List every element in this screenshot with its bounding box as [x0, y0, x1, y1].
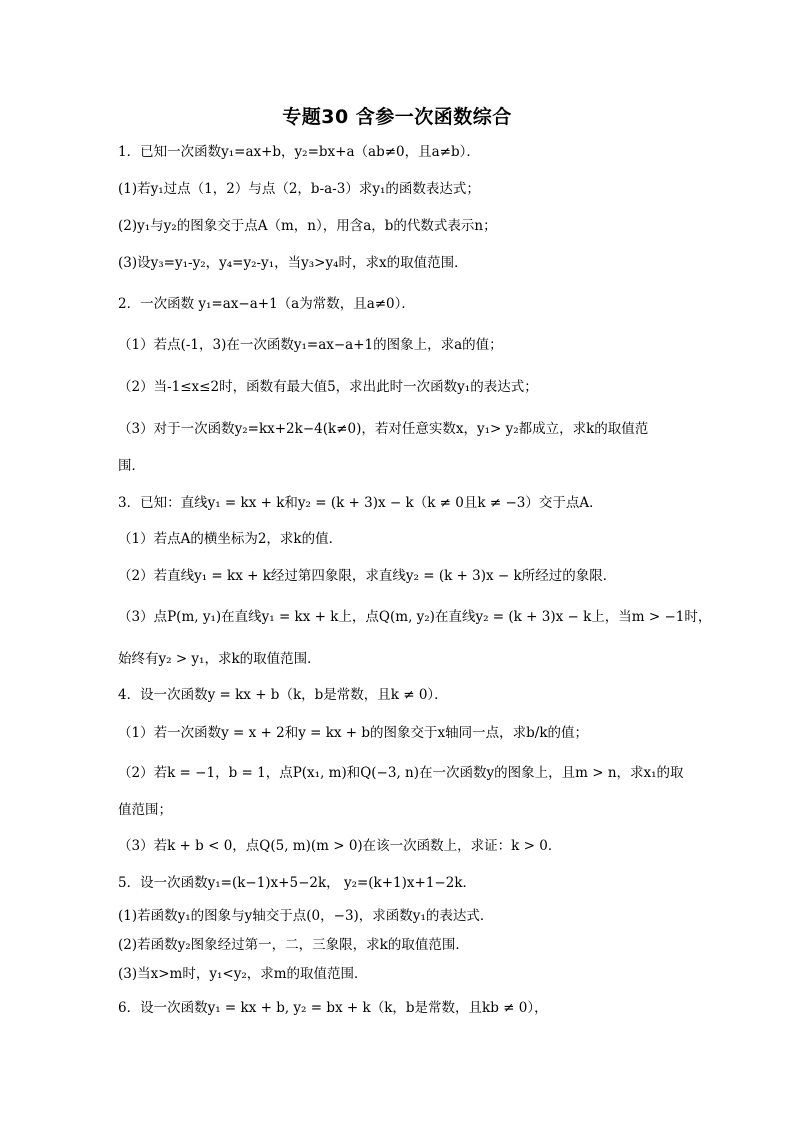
text-line: 始终有y₂ > y₁，求k的取值范围．	[118, 651, 321, 667]
text-line: (2)y₁与y₂的图象交于点A（m，n），用含a，b的代数式表示n；	[118, 218, 497, 234]
text-line: (2)若函数y₂图象经过第一，二，三象限，求k的取值范围．	[118, 937, 469, 953]
text-line: （1）若点(-1，3)在一次函数y₁=ax−a+1的图象上，求a的值；	[118, 337, 503, 353]
page-title: 专题30 含参一次函数综合	[282, 106, 512, 128]
text-line: （2）若直线y₁ = kx + k经过第四象限，求直线y₂ = (k + 3)x − k所经过的象限．	[118, 568, 617, 584]
text-line: （3）对于一次函数y₂=kx+2k−4(k≠0)，若对任意实数x，y₁> y₂都成立，求k的取值范	[118, 421, 649, 437]
text-line: (1)若y₁过点（1，2）与点（2，b-a-3）求y₁的函数表达式；	[118, 181, 480, 197]
text-line: （1）若点A的横坐标为2，求k的值．	[118, 531, 343, 547]
text-line: 5．设一次函数y₁=(k−1)x+5−2k， y₂=(k+1)x+1−2k．	[118, 875, 477, 891]
text-line: 2．一次函数 y₁=ax−a+1（a为常数，且a≠0）．	[118, 296, 415, 312]
text-line: 4．设一次函数y = kx + b（k，b是常数，且k ≠ 0）．	[118, 687, 448, 703]
text-line: （3）点P(m, y₁)在直线y₁ = kx + k上，点Q(m, y₂)在直线y₂ = (k + 3)x − k上，当m > −1时，	[118, 609, 712, 625]
text-line: (3)设y₃=y₁-y₂，y₄=y₂-y₁，当y₃>y₄时，求x的取值范围．	[118, 255, 468, 271]
text-line: （1）若一次函数y = x + 2和y = kx + b的图象交于x轴同一点，求b/k的值；	[118, 725, 589, 741]
text-line: 围．	[118, 458, 145, 474]
text-line: (3)当x>m时，y₁<y₂，求m的取值范围．	[118, 966, 368, 982]
text-line: （2）若k = −1，b = 1，点P(x₁, m)和Q(−3, n)在一次函数y的图象上，且m > n，求x₁的取	[118, 765, 684, 781]
text-line: （3）若k + b < 0，点Q(5, m)(m > 0)在该一次函数上，求证：k > 0．	[118, 838, 562, 854]
text-line: 3．已知：直线y₁ = kx + k和y₂ = (k + 3)x − k（k ≠ 0且k ≠ −3）交于点A．	[118, 495, 603, 511]
text-line: 1．已知一次函数y₁=ax+b，y₂=bx+a（ab≠0，且a≠b）．	[118, 144, 480, 160]
text-line: 值范围；	[118, 802, 172, 818]
text-line: 6．设一次函数y₁ = kx + b, y₂ = bx + k（k，b是常数，且kb ≠ 0），	[118, 1000, 548, 1016]
text-line: (1)若函数y₁的图象与y轴交于点(0，−3)，求函数y₁的表达式．	[118, 908, 494, 924]
text-line: （2）当-1≤x≤2时，函数有最大值5，求出此时一次函数y₁的表达式；	[118, 379, 538, 395]
